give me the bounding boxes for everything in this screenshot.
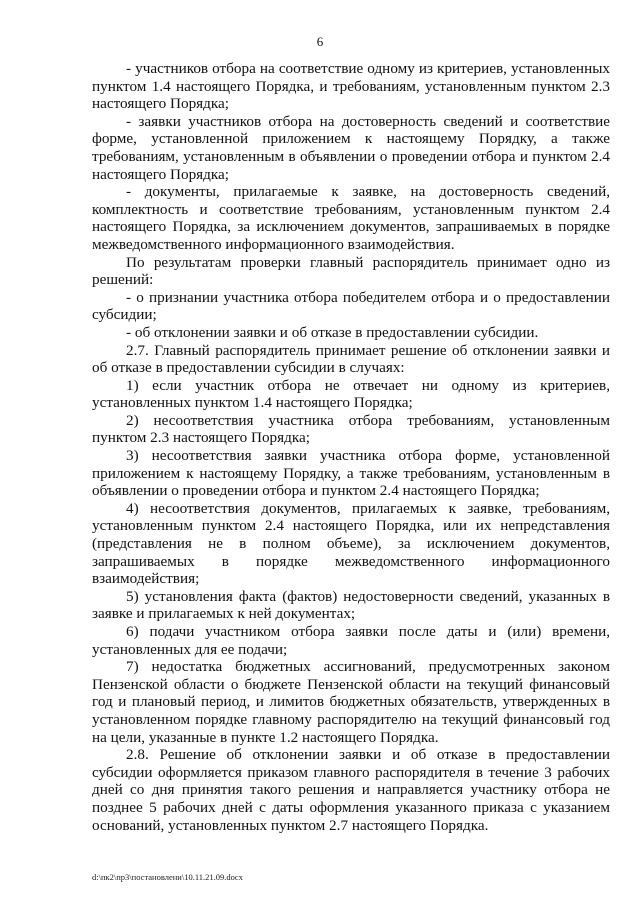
paragraph: 2.7. Главный распорядитель принимает решение об отклонении заявки и об отказе в предоставлении субсидии в случаях: (92, 341, 610, 377)
paragraph: - об отклонении заявки и об отказе в предоставлении субсидии. (126, 323, 539, 341)
paragraph: По результатам проверки главный распорядитель принимает одно из решений: (92, 253, 610, 289)
paragraph: 5) установления факта (фактов) недостоверности сведений, указанных в заявке и прилагаемых к ней документах; (92, 587, 610, 623)
paragraph: 7) недостатка бюджетных ассигнований, предусмотренных законом Пензенской области о бюджете Пензенской области на текущий финансовый год и плановый период, и лимитов бюджетных обязательств, утвержденных в установленном порядке главному распорядителю на текущий финансовый год на цели, указанные в пункте 1.2 настоящего Порядка. (92, 658, 610, 746)
paragraph: 4) несоответствия документов, прилагаемых к заявке, требованиям, установленным пунктом 2.4 настоящего Порядка, или их непредставления (представления не в полном объеме), за исключением документов, запрашиваемых в порядке межведомственного информационного взаимодействия; (92, 499, 610, 588)
paragraph: 2) несоответствия участника отбора требованиям, установленным пунктом 2.3 настоящего Порядка; (92, 411, 610, 447)
paragraph: 6) подачи участником отбора заявки после даты и (или) времени, установленных для ее подачи; (92, 623, 610, 658)
paragraph: - о признании участника отбора победителем отбора и о предоставлении субсидии; (92, 288, 610, 324)
document-body (92, 60, 610, 834)
footer-file-path: d:\пк2\пр3\постановлени\10.11.21.09.docx (92, 872, 243, 882)
paragraph: 2.8. Решение об отклонении заявки и об отказе в предоставлении субсидии оформляется приказом главного распорядителя в течение 3 рабочих дней со дня принятия такого решения и направляется участнику отбора не позднее 5 рабочих дней с даты оформления указанного приказа с указанием оснований, установленных пунктом 2.7 настоящего Порядка. (92, 746, 610, 834)
paragraph: - участников отбора на соответствие одному из критериев, установленных пунктом 1.4 настоящего Порядка, и требованиям, установленным пунктом 2.3 настоящего Порядка; (92, 60, 610, 113)
paragraph: - документы, прилагаемые к заявке, на достоверность сведений, комплектность и соответствие требованиям, установленным пунктом 2.4 настоящего Порядка, за исключением документов, запрашиваемых в порядке межведомственного информационного взаимодействия. (92, 183, 610, 253)
page-number: 6 (316, 34, 324, 49)
paragraph: - заявки участников отбора на достоверность сведений и соответствие форме, установленной приложением к настоящему Порядку, а также требованиям, установленным в объявлении о проведении отбора и пунктом 2.4 настоящего Порядка; (92, 112, 610, 183)
paragraph: 1) если участник отбора не отвечает ни одному из критериев, установленных пунктом 1.4 настоящего Порядка; (92, 376, 610, 412)
paragraph: 3) несоответствия заявки участника отбора форме, установленной приложением к настоящему Порядку, а также требованиям, установленным в объявлении о проведении отбора и пунктом 2.4 настоящего Порядка; (92, 447, 610, 500)
